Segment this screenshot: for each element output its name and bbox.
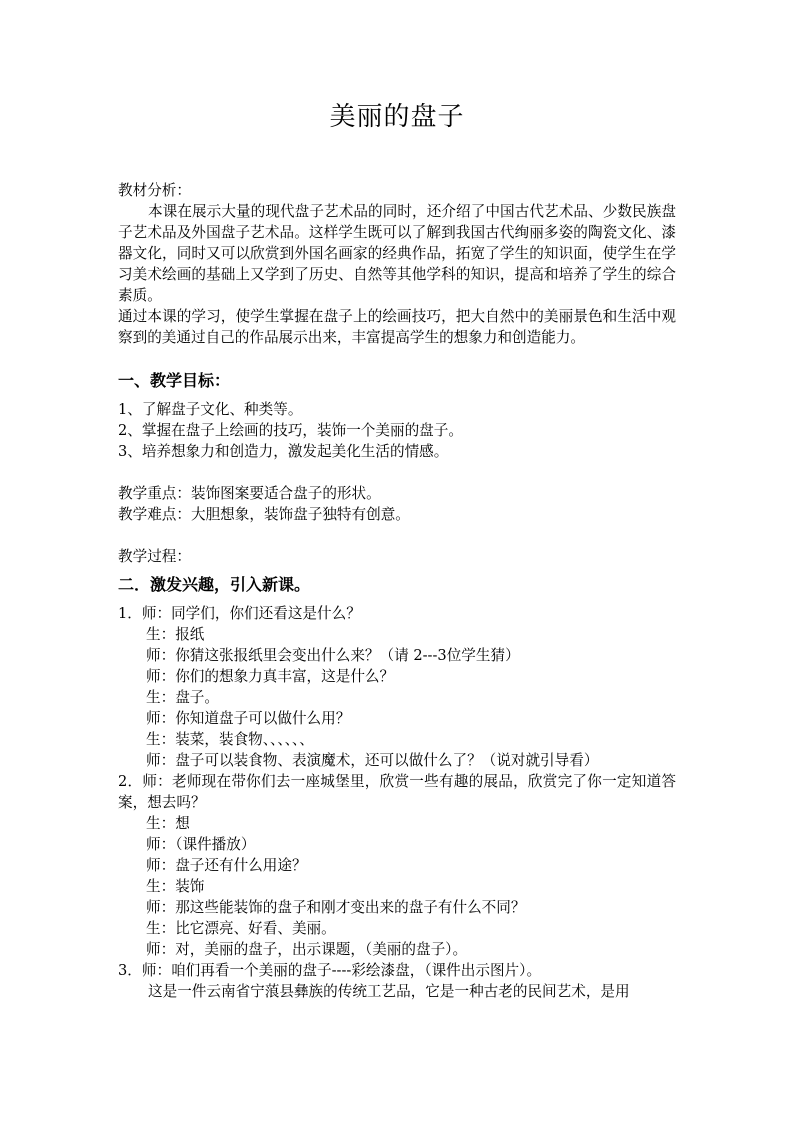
teaching-difficulty: 教学难点：大胆想象，装饰盘子独特有创意。: [118, 506, 410, 523]
dialogue-line: 生：比它漂亮、好看、美丽。: [146, 920, 336, 937]
dialogue-line: 师：你们的想象力真丰富，这是什么？: [146, 668, 395, 685]
spacer: [118, 348, 676, 369]
teaching-focus: 教学重点：装饰图案要适合盘子的形状。: [118, 485, 381, 502]
dialogue-line: 生：装饰: [146, 878, 205, 895]
dialogue-line: 生：报纸: [146, 626, 205, 643]
spacer: [118, 525, 676, 546]
dialogue-line: 师：那这些能装饰的盘子和刚才变出来的盘子有什么不同？: [146, 899, 526, 916]
analysis-paragraph-2: 通过本课的学习，使学生掌握在盘子上的绘画技巧，把大自然中的美丽景色和生活中观察到的美通过自己的作品展示出来，丰富提高学生的想象力和创造能力。: [118, 308, 676, 346]
goal-item: 2、掌握在盘子上绘画的技巧，装饰一个美丽的盘子。: [118, 422, 463, 439]
dialogue-line: 师：对，美丽的盘子，出示课题，（美丽的盘子）。: [146, 941, 468, 958]
dialogue-line: 师：盘子还有什么用途？: [146, 857, 307, 874]
dialogue-line: 师：你猜这张报纸里会变出什么来？（请 2---3位学生猜）: [146, 647, 520, 664]
document-title: 美丽的盘子: [329, 102, 465, 132]
dialogue-line: 生：装菜，装食物、、、、、、: [146, 731, 314, 748]
goal-item: 3、培养想象力和创造力，激发起美化生活的情感。: [118, 443, 449, 460]
dialogue-line: 1．师：同学们，你们还看这是什么？: [118, 605, 361, 622]
dialogue-line: 生：想: [146, 815, 190, 832]
analysis-paragraph-1: 本课在展示大量的现代盘子艺术品的同时，还介绍了中国古代艺术品、少数民族盘子艺术品及外国盘子艺术品。这样学生既可以了解到我国古代绚丽多姿的陶瓷文化、漆器文化，同时又可以欣赏到外国名画家的经典作品，拓宽了学生的知识面，使学生在学习美术绘画的基础上又学到了历史、自然等其他学科的知识，提高和培养了学生的综合素质。: [118, 203, 676, 304]
goal-item: 1、了解盘子文化、种类等。: [118, 401, 303, 418]
dialogue-line: 生：盘子。: [146, 689, 219, 706]
dialogue-line: 这是一件云南省宁蒗县彝族的传统工艺品，它是一种古老的民间艺术，是用: [148, 983, 630, 1000]
section2-heading: 二．激发兴趣，引入新课。: [118, 575, 311, 594]
analysis-label: 教材分析：: [118, 182, 191, 199]
dialogue-line: 师：盘子可以装食物、表演魔术，还可以做什么了？（说对就引导看）: [146, 752, 599, 769]
goals-heading: 一、教学目标：: [118, 371, 231, 390]
dialogue-line: 师：你知道盘子可以做什么用？: [146, 710, 351, 727]
dialogue-line: 3．师：咱们再看一个美丽的盘子----彩绘漆盘，（课件出示图片）。: [118, 962, 542, 979]
spacer: [118, 462, 676, 483]
process-label: 教学过程：: [118, 548, 191, 565]
document-body: [118, 180, 676, 1002]
dialogue-line: 师：（课件播放）: [146, 836, 256, 853]
dialogue-line: 2．师：老师现在带你们去一座城堡里，欣赏一些有趣的展品，欣赏完了你一定知道答案，想去吗？: [118, 773, 676, 811]
